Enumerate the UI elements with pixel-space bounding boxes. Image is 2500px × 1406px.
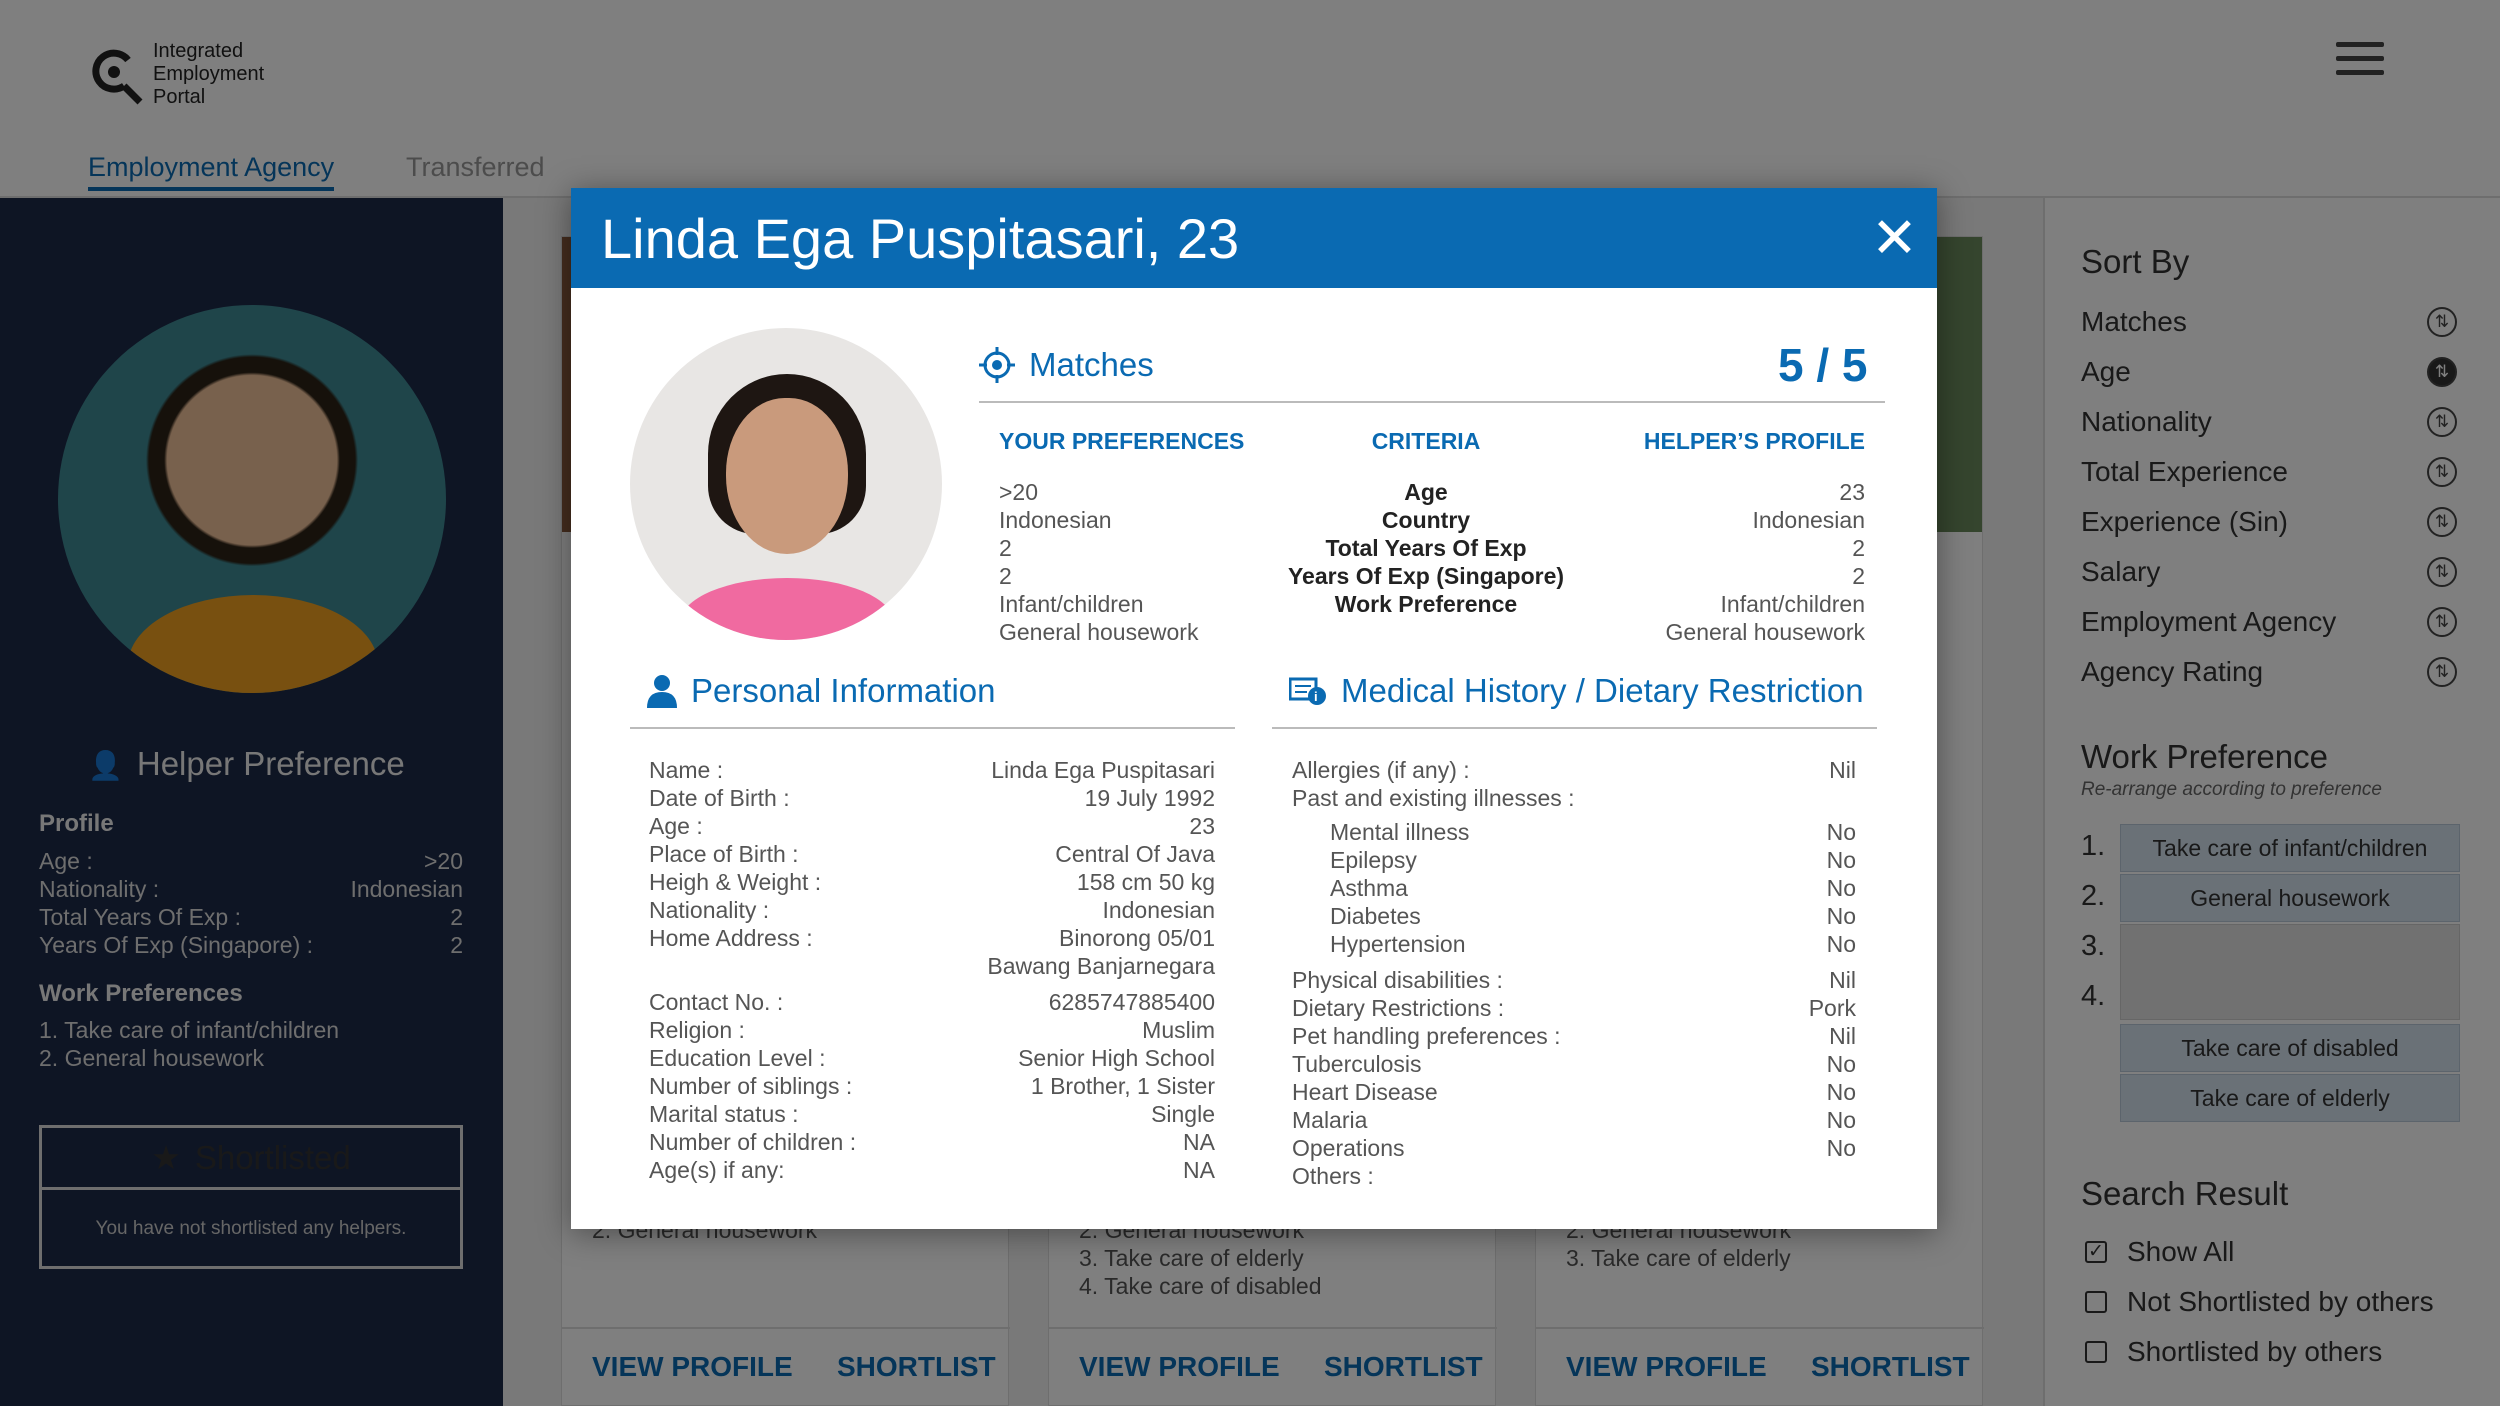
helper-profile-list: 23 Indonesian 2 2 Infant/children General housework (1665, 479, 1865, 645)
medical-row: Malaria No (1292, 1107, 1856, 1133)
info-row: Marital status : Single (649, 1101, 1215, 1127)
medical-row: Tuberculosis No (1292, 1051, 1856, 1077)
svg-text:i: i (1314, 689, 1318, 704)
personal-info-list (649, 756, 1215, 1184)
info-row: Age(s) if any: NA (649, 1157, 1215, 1183)
medical-row: Others : (1292, 1163, 1374, 1189)
divider (630, 727, 1235, 729)
info-row: Nationality : Indonesian (649, 897, 1215, 923)
matches-title: Matches (979, 346, 1154, 384)
illness-list (1292, 818, 1856, 958)
medical-row: Dietary Restrictions : Pork (1292, 995, 1856, 1021)
preferences-list: >20 Indonesian 2 2 Infant/children General housework (999, 479, 1199, 645)
divider (979, 401, 1885, 403)
medical-list (1292, 756, 1856, 1190)
column-your-preferences: YOUR PREFERENCES (999, 428, 1245, 454)
info-row: Name : Linda Ega Puspitasari (649, 757, 1215, 783)
person-icon (647, 674, 677, 708)
medical-row: Operations No (1292, 1135, 1856, 1161)
illness-row: Hypertension No (1330, 931, 1856, 957)
divider (1272, 727, 1877, 729)
modal-header (571, 188, 1937, 288)
info-row: Home Address : Binorong 05/01 (649, 925, 1215, 951)
info-row: Bawang Banjarnegara (987, 953, 1215, 979)
target-icon (979, 347, 1015, 383)
helper-profile-modal (571, 188, 1937, 1229)
info-row: Date of Birth : 19 July 1992 (649, 785, 1215, 811)
helper-photo (630, 328, 942, 640)
modal-title: Linda Ega Puspitasari, 23 (601, 207, 1240, 270)
personal-information-title: Personal Information (647, 672, 996, 710)
close-icon[interactable]: ✕ (1871, 206, 1918, 269)
info-row: Contact No. : 6285747885400 (649, 989, 1215, 1015)
medical-row: Allergies (if any) : Nil (1292, 757, 1856, 783)
column-criteria: CRITERIA (1371, 428, 1481, 454)
illness-row: Diabetes No (1330, 903, 1856, 929)
criteria-list: Age Country Total Years Of Exp Years Of Exp (Singapore) Work Preference (1287, 479, 1565, 617)
medical-row: Heart Disease No (1292, 1079, 1856, 1105)
illness-row: Epilepsy No (1330, 847, 1856, 873)
medical-history-title: i Medical History / Dietary Restriction (1289, 672, 1864, 710)
info-row: Age : 23 (649, 813, 1215, 839)
info-row: Religion : Muslim (649, 1017, 1215, 1043)
info-row: Number of children : NA (649, 1129, 1215, 1155)
match-score: 5 / 5 (1778, 339, 1868, 391)
medical-record-icon (1289, 676, 1327, 706)
info-row: Heigh & Weight : 158 cm 50 kg (649, 869, 1215, 895)
medical-row: Pet handling preferences : Nil (1292, 1023, 1856, 1049)
medical-row: Physical disabilities : Nil (1292, 967, 1856, 993)
medical-row: Past and existing illnesses : (1292, 785, 1575, 811)
illness-row: Mental illness No (1330, 819, 1856, 845)
info-row: Number of siblings : 1 Brother, 1 Sister (649, 1073, 1215, 1099)
column-helpers-profile: HELPER’S PROFILE (1643, 428, 1865, 454)
info-row: Place of Birth : Central Of Java (649, 841, 1215, 867)
illness-row: Asthma No (1330, 875, 1856, 901)
info-row: Education Level : Senior High School (649, 1045, 1215, 1071)
